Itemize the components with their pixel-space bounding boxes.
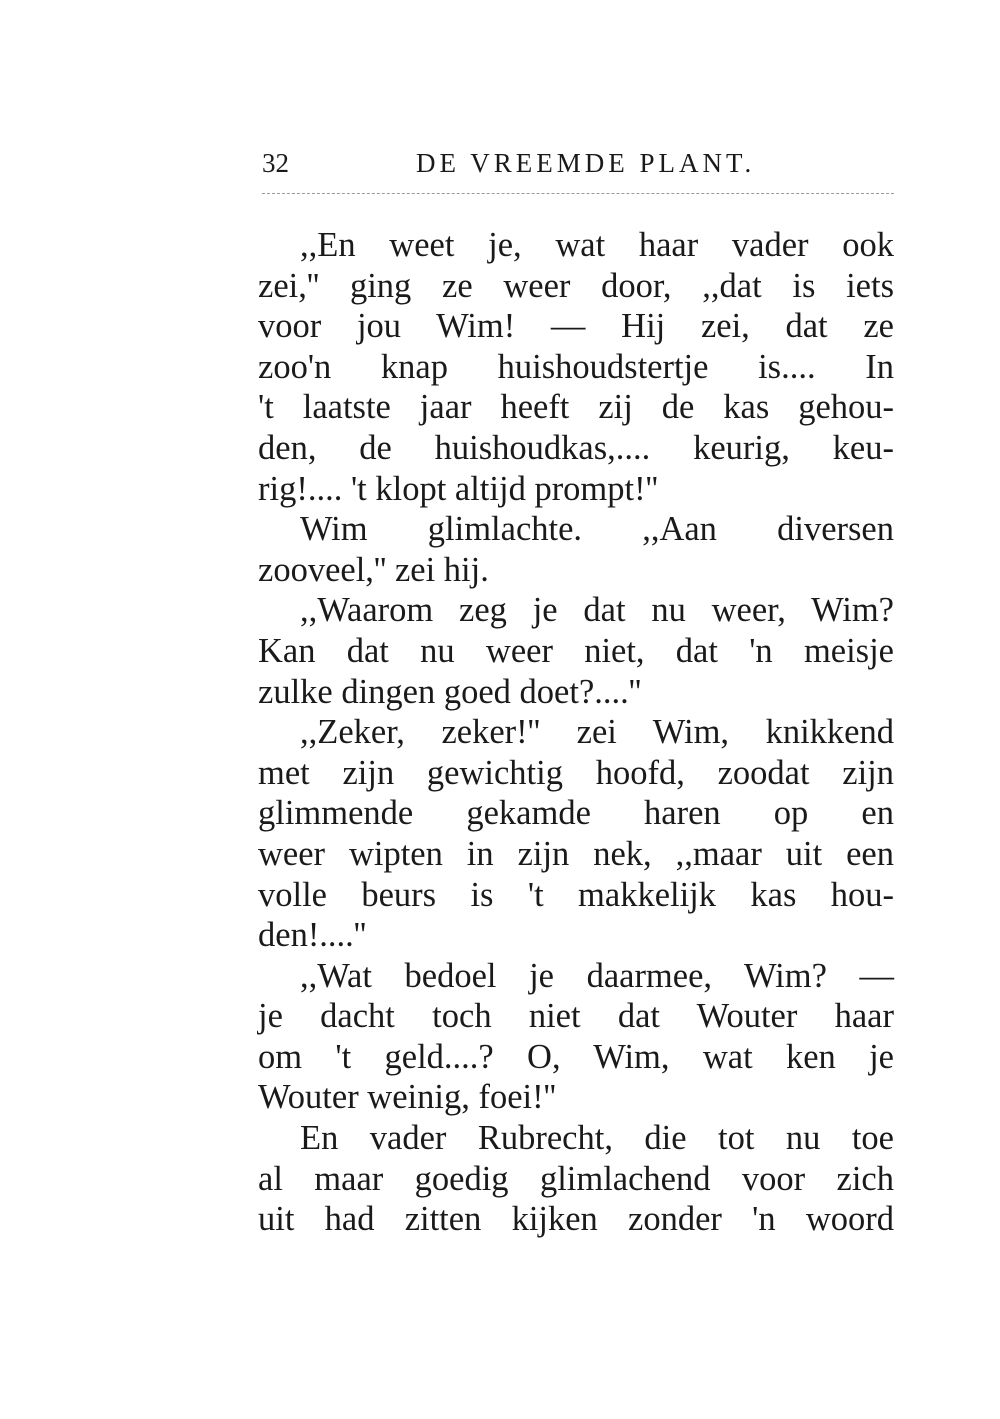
text-line: ,,Zeker, zeker!'' zei Wim, knikkend bbox=[300, 713, 894, 752]
text-line: ,,Wat bedoel je daarmee, Wim? — bbox=[300, 956, 894, 995]
text-line: den!....'' bbox=[258, 916, 367, 955]
text-line: voor jou Wim! — Hij zei, dat ze bbox=[258, 307, 894, 346]
text-line: zulke dingen goed doet?....'' bbox=[258, 672, 642, 711]
text-line: om 't geld....? O, Wim, wat ken je bbox=[258, 1037, 894, 1076]
text-line: Kan dat nu weer niet, dat 'n meisje bbox=[258, 631, 894, 670]
text-line: ,,En weet je, wat haar vader ook bbox=[300, 226, 894, 264]
text-line: zoo'n knap huishoudstertje is.... In bbox=[258, 347, 894, 386]
running-title: DE VREEMDE PLANT. bbox=[416, 148, 756, 178]
text-line: zooveel,'' zei hij. bbox=[258, 550, 489, 589]
text-line: 't laatste jaar heeft zij de kas gehou- bbox=[258, 388, 894, 427]
text-line: volle beurs is 't makkelijk kas hou- bbox=[258, 875, 894, 914]
text-line: glimmende gekamde haren op en bbox=[258, 794, 894, 833]
text-line: ,,Waarom zeg je dat nu weer, Wim? bbox=[300, 591, 894, 630]
text-line: zei,'' ging ze weer door, ,,dat is iets bbox=[258, 266, 894, 305]
text-line: den, de huishoudkas,.... keurig, keu- bbox=[258, 428, 894, 467]
body-text bbox=[258, 225, 894, 1240]
text-line: al maar goedig glimlachend voor zich bbox=[258, 1159, 894, 1198]
page-number: 32 bbox=[262, 148, 289, 178]
running-head bbox=[258, 146, 898, 180]
text-line: weer wipten in zijn nek, ,,maar uit een bbox=[258, 834, 894, 873]
text-line: uit had zitten kijken zonder 'n woord bbox=[258, 1200, 894, 1239]
text-line: Wouter weinig, foei!'' bbox=[258, 1078, 557, 1117]
header-rule bbox=[262, 193, 894, 194]
text-line: met zijn gewichtig hoofd, zoodat zijn bbox=[258, 753, 894, 792]
text-line: En vader Rubrecht, die tot nu toe bbox=[300, 1119, 894, 1158]
text-line: rig!.... 't klopt altijd prompt!'' bbox=[258, 469, 659, 508]
text-line: je dacht toch niet dat Wouter haar bbox=[258, 997, 894, 1036]
text-line: Wim glimlachte. ,,Aan diversen bbox=[300, 510, 894, 549]
